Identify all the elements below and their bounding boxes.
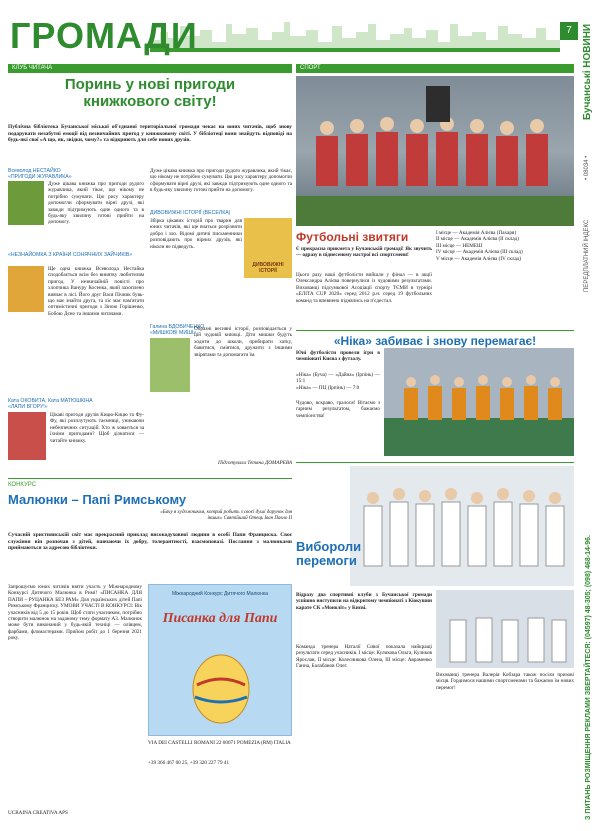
divider <box>296 330 574 331</box>
poster-title: Писанка для Папи <box>162 611 278 626</box>
book-cover-1 <box>8 181 44 225</box>
review-text: Ще одна книжка Всеволода Нестайка сподобається всім без винятку любителям пригод. У незвичайній повісті про хлопчика Вануру Косенка, який захоплено вивчає в лісі. Його друг Вася Пічник бувь-що має знайти друга, та ліс має пам'ятати оптимістичні пригоди з Зіною Горішенко, Бобою Дєно та іншими читачами. <box>48 266 144 317</box>
section-label-contest: КОНКУРС <box>8 482 37 488</box>
judo-body-2: Вихованці тренера Валерія Кобзара також посіли призові місця. Гордимося нашими спортсменами та бажаємо їм нових перемог! <box>436 672 574 691</box>
review-author: ДИВОВИЖНІ ІСТОРІЇ (ВЕСЕЛКА) <box>150 210 231 216</box>
paper-name: Бучанські НОВИНИ <box>582 23 593 120</box>
nika-body: Чудово, яскраво, гралося! Вітаємо з гарним результатом, бажаємо чемпіонства! <box>296 400 380 419</box>
book-cover-3 <box>8 412 46 460</box>
club-signature: Підготувала Тетяна ДОМАРЕВА <box>217 460 292 466</box>
judo-title: Вибороли перемоги <box>296 539 362 568</box>
result-item: I місце — Академія Алієва (Пахаря) <box>436 230 517 236</box>
score-line: «Ніка» — ПЦ (Ірпінь) — 7:0 <box>296 384 360 391</box>
review-text: Збірка цікавих історій про тварин для юних читачів, які ще вчаться розрізняти добро і зло. Відомі дитячі письменники розповідають про вірних друзів, які ніколи не підведуть. <box>150 218 242 250</box>
review-author: Галина ВДОВИЧЕНКО <box>150 324 205 330</box>
poster-subtitle: Міжнародний Конкурс Дитячого Малюнка <box>171 591 269 597</box>
contest-phone: +39 366 467 00 25, +39 320 227 79 41 <box>148 760 230 766</box>
review-book: «ПРИГОДИ ЖУРАВЛИКА» <box>8 174 72 180</box>
divider <box>296 462 574 463</box>
index-label: ПЕРЕДПЛАТНИЙ ІНДЕКС <box>584 219 590 292</box>
section-bar-club: КЛУБ ЧИТАЧА <box>8 64 292 73</box>
judo-body: Команда тренера Наталії Сивої показала найкращі результати серед учасників. І місце: Куликова Ольга, Куликов Ярослав, II місце: Колесникова Олена, III місце: Авраменко Ганна, Балабанов Олег. <box>296 644 432 670</box>
result-item: IV місце — Академія Алієва (III склад) <box>436 249 523 256</box>
ads-contact: З ПИТАНЬ РОЗМІЩЕННЯ РЕКЛАМИ ЗВЕРТАЙТЕСЯ: (04597) 48-305; (098) 468-14-96. <box>585 535 592 820</box>
review-author: Всеволод НЕСТАЙКО <box>8 168 61 174</box>
nika-lead: Юні футболісти провели ігри в чемпіонаті Києва з футзалу. <box>296 350 380 363</box>
review-text-continued: Дуже цікава книжка про пригоди рудого журавлика, який тікає, що нікому не потрібно сумувати. Цю рису характеру допомогли сформувати вірні друзі, які завжди підтримують одне одного та в будь-яку хвилину готові прийти на допомогу. <box>150 168 292 194</box>
book-cover-4 <box>244 218 292 278</box>
contest-org: UCRAINA CREATIVA APS <box>8 810 68 816</box>
sport-results <box>436 230 574 326</box>
team-photo <box>296 76 574 226</box>
result-item: V місце — Академія Алієва (IV склад) <box>436 255 522 262</box>
club-title: Поринь у нові пригоди книжкового світу! <box>64 76 236 110</box>
result-item: II місце — Академія Алієва (II склад) <box>436 236 520 243</box>
review-text: Дуже цікава книжка про пригоди рудого журавлика, який тікає, що нікому не потрібно сумувати. Цю рису характеру допомогли сформувати вірні друзі, які завжди підтримують одне одного та в будь-яку хвилину готові прийти на допомогу. <box>48 181 144 226</box>
karate-photo-2 <box>436 590 574 668</box>
sport-title: Футбольні звитяги <box>296 230 409 244</box>
contest-lead: Сучасній християнській світ має прекрасний приклад високодуховної людини в особі Папи Франциска. Своє служіння він розпочав з дітей, навчаючи їх добру, толерантності, взаємоповазі. Послання з малюнками приймаються за адресою бібліотеки. <box>8 532 292 552</box>
review-text: Образні весняні історії, розповідається у цій чудовій книжці. Діти мишки будуть ходити до школи, прибирати хатку, бавитися, сміятися, дружити з іншими звірятами та допомагати їм. <box>194 326 292 358</box>
contest-epigraph: «Бачу я художником, котрий робить з своєї душі дарунок для інших» Святійший Отець Іван Павло ІІ <box>160 510 292 522</box>
section-bar-sport: СПОРТ <box>296 64 574 73</box>
cover-label: ДИВОВИЖНІ ІСТОРІЇ <box>252 262 284 274</box>
contest-address: VIA DEI CASTELLI ROMANI 22 00071 POMEZIA (RM) ITALIA <box>148 740 291 746</box>
karate-photo <box>350 466 574 586</box>
nika-photo <box>384 348 574 456</box>
book-cover-2 <box>8 266 44 312</box>
judo-lead: Відразу два спортивні клуби з Бучанської громади успішно виступили на відкритому чемпіонаті з Кіокушин карате СК «Моноліт» у Києві. <box>296 592 432 611</box>
sidebar <box>580 0 600 831</box>
nika-title: «Ніка» забиває і знову перемагає! <box>333 334 537 348</box>
review-book: «МИШКОВІ МИШІ» <box>150 330 197 336</box>
review-author: «НЕЗНАЙОМКА З КРАЇНИ СОНЯЧНИХ ЗАЙЧИКІВ» <box>8 252 133 258</box>
sport-lead: Є прекрасна прикмета у Бучанській громаді! Як звучить — одразу в піднесеному настрої всі спортсмени! <box>296 246 432 259</box>
contest-body: Запрошуємо юних читачів взяти участь у Міжнародному Конкурсі Дитячого Малюнка в Римі! «ПИСАНКА ДЛЯ ПАПИ – РУЦАНКА БЕЗ РАМ» Для українських дітей Папі Римському Франциску. УМОВИ УЧАСТІ В КОНКУРСІ: Вік учасників від 5 до 15 років. Щоб стати учасником, потрібно створити малюнок на заданому тему формату А3. Малюнок може бути виконаний у будь-якій техніці — олівцем, фарбами, фломастерами. Прийом робіт до 1 березня 2021 року. <box>8 584 142 642</box>
nika-scores <box>296 372 380 391</box>
contest-title: Малюнки – Папі Римському <box>8 492 187 507</box>
issue-code: • 08034 • <box>584 155 590 180</box>
egg-illustration <box>169 645 273 725</box>
section-title: ГРОМАДИ <box>10 15 198 56</box>
club-lead: Публічна бібліотека Бучанської міської об'єднаної територіальної громади чекає на юних читачів, щоб знову подарувати незабутні емоції від незвичайних пригод у книжковому світі. У бібліотеці вони знайдуть відповіді на будь-які свої «А що, як, звідки, чому?» та відкриють для себе нових друзів. <box>8 124 292 144</box>
contest-poster <box>148 584 292 736</box>
review-author: Ката ОКОВИТА, Ката МАТЮШКІНА <box>8 398 93 404</box>
review-text: Цікаві пригоди друзів Кицю-Кицю та Фу-Фу, які розплутують таємниці, уникаючи небезпечних ситуацій. Хто ж ховається за їхніми пригодами? Щоб дізнатися — читайте книжку. <box>50 412 144 444</box>
sport-body: Цього разу наші футболісти вийшли у фінал — в акції Олександра Алієва повернулися із чудовими результатами. Вихованці підсумкової Асоціації спорту ТЄМИ в турнірі «ЕЛІТА CUP 2020» серед 2012 р.н. серед 19 футбольних команд та впевнено піднялись на п'єдестал. <box>296 272 432 304</box>
city-skyline-banner <box>150 14 560 52</box>
page-number: 7 <box>560 22 578 40</box>
score-line: «Ніка» (Буча) — «Дайна» (Ірпінь) — 15:1 <box>296 372 380 385</box>
book-cover-5 <box>150 338 190 392</box>
review-book: «ЛАПИ ВГОРУ!» <box>8 404 48 410</box>
result-item: III місце — НЕМЕШ <box>436 242 483 249</box>
divider <box>8 478 292 479</box>
